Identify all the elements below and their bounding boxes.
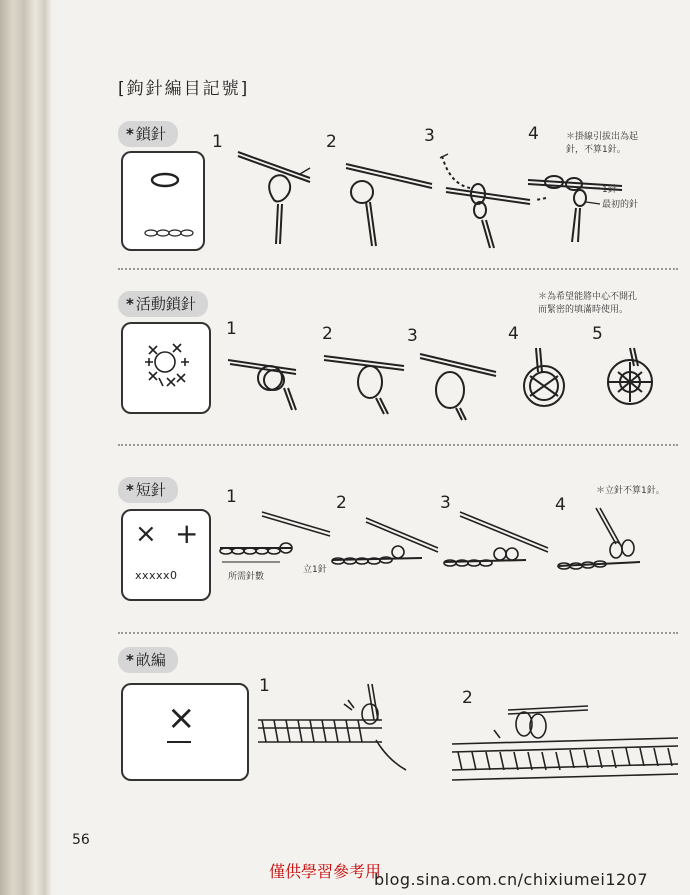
label-required-stitches: 所需針數 [228,572,265,582]
magic-ring-symbol-icon [123,324,209,412]
section-title-chain: * 鎖針 [118,121,178,147]
step-number: 1 [212,132,223,152]
step-number: 5 [592,324,603,344]
section-title-ridge-stitch: * 畝編 [118,647,178,673]
book-spine [0,0,44,895]
step-number: 4 [528,124,539,144]
book-spine-shadow [44,0,52,895]
magic-ring-step-5-illustration [590,346,680,410]
section-divider [118,632,678,634]
symbol-box-ridge-stitch [121,683,249,781]
step-number: 2 [322,324,333,344]
label-turning-chain: 立1針 [303,565,327,575]
magic-ring-step-2-illustration [320,340,410,416]
magic-ring-step-1-illustration [226,340,316,412]
label-one-stitch: 1針 [602,185,617,195]
step-number: 4 [555,495,566,515]
section-note: ＊立針不算1針。 [596,486,665,496]
ridge-step-2-illustration [448,700,684,792]
section-title-text: 活動鎖針 [135,295,196,313]
single-crochet-step-4-illustration [556,504,666,576]
section-divider [118,268,678,270]
section-title-magic-ring: * 活動鎖針 [118,291,208,317]
chain-step-3-illustration [436,150,536,250]
magic-ring-step-4-illustration [508,346,588,418]
section-title-text: 畝編 [135,651,166,669]
magic-ring-step-3-illustration [416,342,506,422]
label-first-stitch: 最初的針 [602,200,639,210]
symbol-box-single-crochet [121,509,211,601]
step-number: 3 [407,326,418,346]
section-divider [118,444,678,446]
chain-step-1-illustration [230,140,330,250]
section-title-text: 鎖針 [135,125,166,143]
single-crochet-step-3-illustration [440,508,550,574]
symbol-box-magic-ring [121,322,211,414]
chain-step-2-illustration [340,150,440,250]
step-number: 1 [226,487,237,507]
step-number: 3 [440,493,451,513]
watermark-text: 僅供學習參考用 [269,862,382,881]
page-heading: [鉤針編目記號] [118,79,250,99]
step-number: 3 [424,126,435,146]
single-crochet-step-2-illustration [326,514,438,574]
section-note: ＊為希望能將中心不開孔 而緊密的填滿時使用。 [538,292,638,315]
step-number: 2 [326,132,337,152]
ridge-cross-symbol: × [167,698,196,738]
symbol-box-chain [121,151,205,251]
plus-symbol: + [175,517,199,550]
section-title-single-crochet: * 短針 [118,477,178,503]
step-number: 1 [226,319,237,339]
section-note: ＊掛線引拔出為起 針，不算1針。 [566,132,639,155]
section-title-text: 短針 [135,481,166,499]
step-number: 2 [462,688,473,708]
step-number: 4 [508,324,519,344]
chain-row-symbol: xxxxx0 [135,569,178,582]
blog-url: blog.sina.com.cn/chixiumei1207 [374,870,649,889]
ridge-underline [167,741,191,743]
page-number: 56 [72,832,90,848]
step-number: 2 [336,493,347,513]
chain-symbol-icon [123,153,203,249]
ridge-step-1-illustration [258,680,408,776]
cross-symbol: × [135,519,157,549]
step-number: 1 [259,676,270,696]
